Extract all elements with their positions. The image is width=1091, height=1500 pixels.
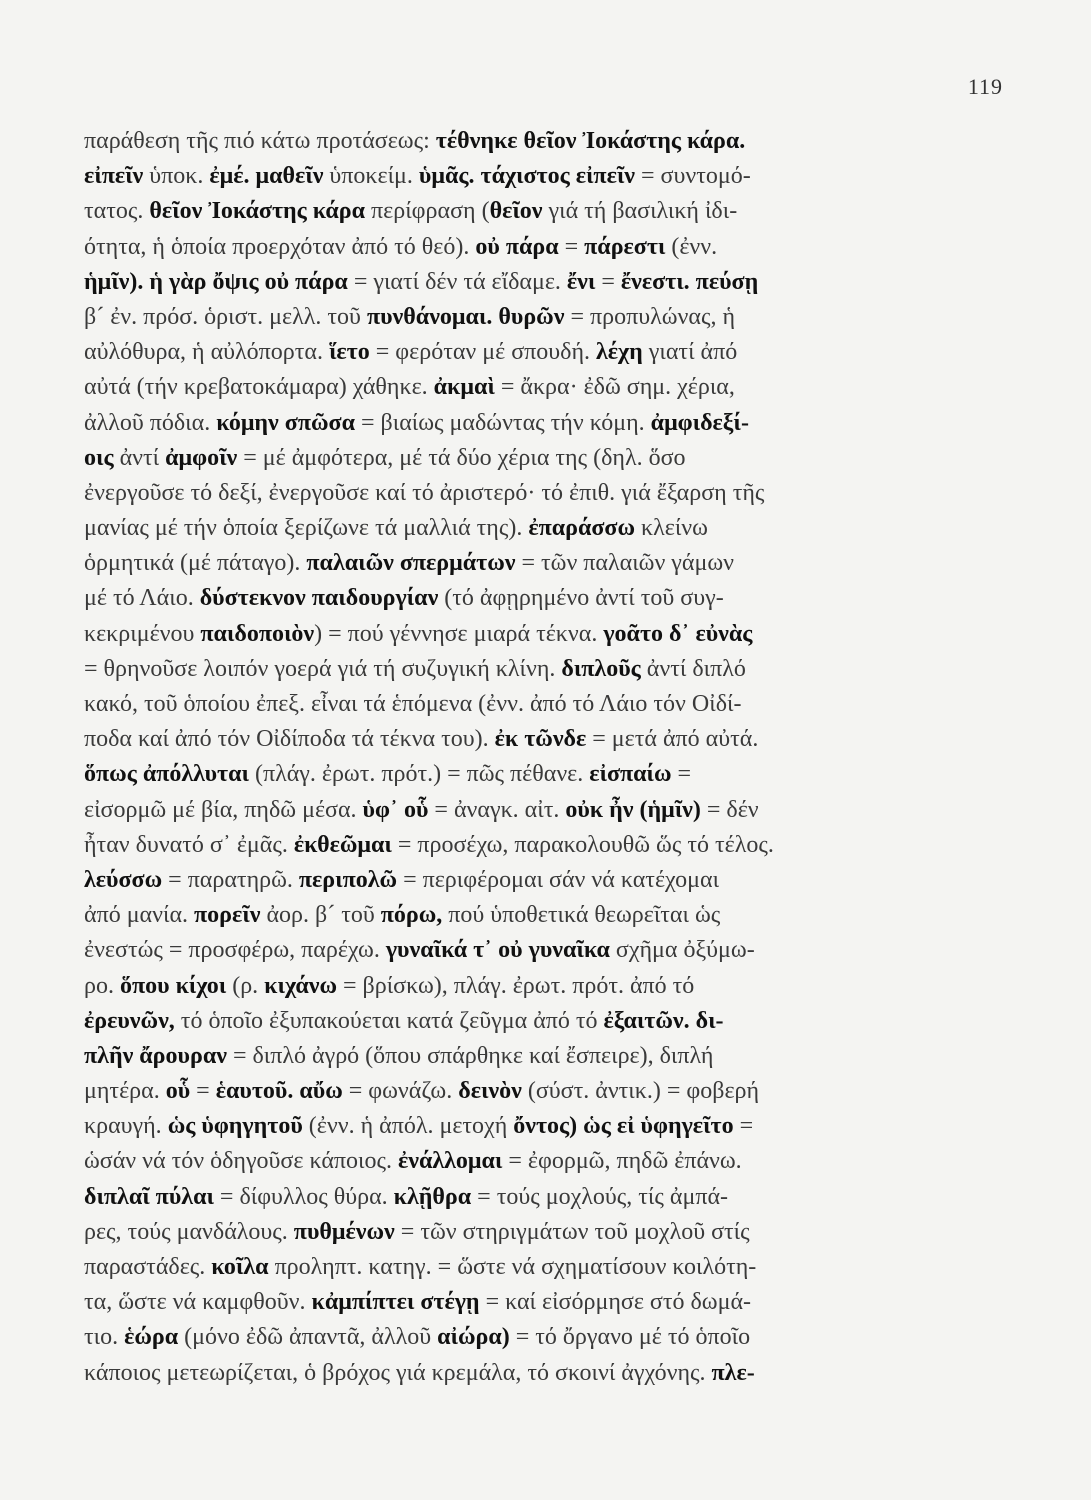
lemma-term: παιδοποιὸν: [200, 620, 315, 647]
gloss-text: μανίας μέ τήν ὁποία ξερίζωνε τά μαλλιά της).: [84, 515, 529, 542]
gloss-text: =: [558, 233, 585, 260]
gloss-text: ἀντί διπλό: [640, 655, 746, 682]
lemma-term: ἐκθεῶμαι: [293, 831, 392, 858]
gloss-text: = τούς μοχλούς, τίς ἀμπά-: [471, 1183, 729, 1210]
text-line: [84, 546, 1028, 581]
text-line: [84, 194, 1028, 229]
text-line: [84, 828, 1028, 863]
page-number: 119: [967, 74, 1003, 99]
lemma-term: περιπολῶ: [298, 866, 398, 893]
text-line: [84, 511, 1028, 546]
gloss-text: = παρατηρῶ.: [162, 866, 299, 893]
text-line: [84, 1004, 1028, 1039]
lemma-term: κόμην σπῶσα: [216, 409, 355, 436]
text-line: [84, 1250, 1028, 1285]
gloss-text: (πλάγ. ἐρωτ. πρότ.) = πῶς πέθανε.: [248, 761, 590, 788]
lemma-term: κλῇθρα: [393, 1183, 472, 1210]
lemma-term: ἑαυτοῦ. αὔω: [215, 1078, 343, 1105]
text-line: [84, 1285, 1028, 1320]
lemma-term: παλαιῶν σπερμάτων: [306, 550, 516, 577]
gloss-text: =: [733, 1113, 754, 1140]
gloss-text: β´ ἐν. πρόσ. ὁριστ. μελλ. τοῦ: [84, 303, 367, 330]
lemma-term: θεῖον: [489, 198, 543, 225]
gloss-text: = θρηνοῦσε λοιπόν γοερά γιά τή συζυγική κλίνη.: [84, 655, 562, 682]
lemma-term: λεύσσω: [84, 866, 163, 893]
lemma-term: ὡς ὑφηγητοῦ: [167, 1113, 303, 1140]
lemma-term: κοῖλα: [211, 1254, 269, 1280]
gloss-text: = γιατί δέν τά εἴδαμε.: [347, 268, 567, 295]
text-line: [84, 1109, 1028, 1144]
gloss-text: =: [595, 268, 621, 295]
gloss-text: (σύστ. ἀντικ.) = φοβερή: [521, 1078, 760, 1105]
gloss-text: πού ὑποθετικά θεωρεῖται ὡς: [442, 902, 721, 929]
gloss-text: αὐλόθυρα, ἡ αὐλόπορτα.: [84, 339, 329, 366]
text-line: [84, 969, 1028, 1004]
gloss-text: τατος.: [84, 198, 150, 225]
lemma-term: ὅπως ἀπόλλυται: [84, 761, 249, 788]
text-line: [84, 124, 1028, 159]
lemma-term: ἵετο: [328, 339, 370, 366]
gloss-text: προληπτ. κατηγ. = ὥστε νά σχηματίσουν κοιλότη-: [268, 1254, 757, 1280]
lemma-term: οὗ: [165, 1078, 191, 1105]
gloss-text: κακό, τοῦ ὁποίου ἐπεξ. εἶναι τά ἑπόμενα (ἐνν. ἀπό τό Λάιο τόν Οἰδί-: [84, 691, 742, 717]
gloss-text: (ρ.: [226, 972, 265, 999]
lemma-term: πυθμένων: [293, 1218, 395, 1245]
text-line: [84, 581, 1028, 616]
lemma-term: αἰώρα): [437, 1324, 510, 1351]
lemma-term: ἀμφιδεξί-: [650, 409, 749, 436]
lemma-term: κιχάνω: [264, 972, 337, 999]
lemma-term: ἐκ τῶνδε: [494, 726, 587, 753]
gloss-text: = προσέχω, παρακολουθῶ ὥς τό τέλος.: [391, 831, 774, 858]
gloss-text: = ἐφορμῶ, πηδῶ ἐπάνω.: [502, 1148, 742, 1175]
text-line: [84, 722, 1028, 757]
lemma-term: διπλαῖ πύλαι: [84, 1183, 214, 1210]
lemma-term: ἀμφοῖν: [165, 444, 238, 471]
gloss-text: = ἀναγκ. αἰτ.: [428, 796, 566, 823]
gloss-text: κλείνω: [635, 515, 708, 542]
body-text: [84, 124, 1028, 1464]
lemma-term: εἰσπαίω: [589, 761, 672, 788]
lemma-term: ὑμᾶς. τάχιστος εἰπεῖν: [418, 163, 635, 190]
text-line: [84, 1320, 1028, 1355]
gloss-text: = συντομό-: [635, 163, 751, 190]
gloss-text: = τῶν στηριγμάτων τοῦ μοχλοῦ στίς: [394, 1218, 750, 1245]
gloss-text: ρο.: [84, 972, 120, 999]
gloss-text: ὁρμητικά (μέ πάταγο).: [84, 550, 307, 577]
gloss-text: = καί εἰσόρμησε στό δωμά-: [479, 1289, 752, 1316]
lemma-term: γυναῖκά τ᾽ οὐ γυναῖκα: [385, 937, 610, 964]
lemma-term: ἑώρα: [124, 1324, 179, 1351]
gloss-text: ότητα, ἡ ὁποία προερχόταν ἀπό τό θεό).: [84, 233, 476, 260]
gloss-text: ἐνεστώς = προσφέρω, παρέχω.: [84, 937, 386, 964]
text-line: [84, 863, 1028, 898]
gloss-text: ἐνεργοῦσε τό δεξί, ἐνεργοῦσε καί τό ἀριστερό· τό ἐπιθ. γιά ἔξαρση τῆς: [84, 479, 765, 506]
gloss-text: κεκριμένου: [84, 620, 201, 647]
gloss-text: τιο.: [84, 1324, 125, 1351]
lemma-term: διπλοῦς: [561, 655, 641, 682]
gloss-text: ἀορ. β´ τοῦ: [260, 902, 381, 929]
gloss-text: ρες, τούς μανδάλους.: [84, 1218, 294, 1245]
gloss-text: αὐτά (τήν κρεβατοκάμαρα) χάθηκε.: [84, 374, 434, 401]
lemma-term: ὄντος) ὡς εἰ ὑφηγεῖτο: [513, 1113, 734, 1140]
lemma-term: θεῖον Ἰοκάστης κάρα: [149, 198, 366, 225]
gloss-text: = δίφυλλος θύρα.: [213, 1183, 394, 1210]
gloss-text: = περιφέρομαι σάν νά κατέχομαι: [397, 866, 720, 893]
gloss-text: παραστάδες.: [84, 1254, 212, 1280]
lemma-term: εἰπεῖν: [84, 163, 144, 190]
text-line: [84, 898, 1028, 933]
gloss-text: = βιαίως μαδώντας τήν κόμη.: [354, 409, 651, 436]
gloss-text: =: [190, 1078, 216, 1105]
text-line: [84, 652, 1028, 687]
gloss-text: = μετά ἀπό αὐτά.: [586, 726, 759, 753]
lemma-term: ὅπου κίχοι: [119, 972, 227, 999]
lemma-term: πορεῖν: [194, 902, 261, 929]
gloss-text: παράθεση τῆς πιό κάτω προτάσεως:: [84, 128, 436, 154]
lemma-term: πυνθάνομαι. θυρῶν: [366, 303, 565, 330]
text-line: [84, 406, 1028, 441]
lemma-term: δύστεκνον παιδουργίαν: [199, 585, 439, 612]
gloss-text: ἦταν δυνατό σ᾽ ἐμᾶς.: [84, 831, 294, 858]
gloss-text: = προπυλώνας, ἡ: [564, 303, 735, 330]
gloss-text: = δέν: [700, 796, 759, 823]
gloss-text: (μόνο ἐδῶ ἀπαντᾶ, ἀλλοῦ: [178, 1324, 438, 1351]
gloss-text: περίφραση (: [365, 198, 490, 225]
text-line: [84, 335, 1028, 370]
lemma-term: δεινὸν: [458, 1078, 522, 1105]
text-line: [84, 933, 1028, 968]
text-line: [84, 441, 1028, 476]
gloss-text: ἀλλοῦ πόδια.: [84, 409, 217, 436]
gloss-text: = φωνάζω.: [342, 1078, 459, 1105]
lemma-term: ἔνι: [566, 268, 596, 295]
text-line: [84, 476, 1028, 511]
text-line: [84, 1144, 1028, 1179]
lemma-term: γοᾶτο δ᾽ εὐνὰς: [603, 620, 753, 647]
text-line: [84, 1215, 1028, 1250]
gloss-text: μητέρα.: [84, 1078, 166, 1105]
lemma-term: ἔνεστι. πεύσῃ: [620, 268, 759, 295]
gloss-text: τό ὁποῖο ἐξυπακούεται κατά ζεῦγμα ἀπό τό: [174, 1007, 604, 1034]
gloss-text: τα, ὥστε νά καμφθοῦν.: [84, 1289, 312, 1316]
gloss-text: σχῆμα ὀξύμω-: [609, 937, 755, 964]
lemma-term: ὑφ᾽ οὗ: [362, 796, 429, 823]
lemma-term: πλε-: [711, 1359, 755, 1386]
lemma-term: τέθνηκε θεῖον Ἰοκάστης κάρα.: [435, 128, 746, 154]
lemma-term: κἀμπίπτει στέγῃ: [311, 1289, 480, 1316]
gloss-text: ὑποκείμ.: [323, 163, 419, 190]
gloss-text: = τό ὄργανο μέ τό ὁποῖο: [509, 1324, 751, 1351]
lemma-term: πάρεστι: [584, 233, 666, 260]
gloss-text: =: [671, 761, 692, 788]
gloss-text: γιατί ἀπό: [642, 339, 738, 366]
gloss-text: = μέ ἀμφότερα, μέ τά δύο χέρια της (δηλ. ὅσο: [237, 444, 686, 471]
lemma-term: ἐνάλλομαι: [397, 1148, 503, 1175]
lemma-term: οὐ πάρα: [475, 233, 559, 260]
text-line: [84, 265, 1028, 300]
text-line: [84, 757, 1028, 792]
gloss-text: (ἐνν. ἡ ἀπόλ. μετοχή: [302, 1113, 514, 1140]
lemma-term: πλῆν ἄρουραν: [84, 1042, 227, 1069]
text-line: [84, 1074, 1028, 1109]
lemma-term: ἐμέ. μαθεῖν: [209, 163, 324, 190]
gloss-text: ποδα καί ἀπό τόν Οἰδίποδα τά τέκνα του).: [84, 726, 495, 753]
text-line: [84, 617, 1028, 652]
lemma-term: οὐκ ἦν (ἡμῖν): [565, 796, 701, 823]
lemma-term: οις: [84, 444, 114, 471]
lemma-term: ἡμῖν). ἡ γὰρ ὄψις οὐ πάρα: [84, 268, 348, 295]
gloss-text: εἰσορμῶ μέ βία, πηδῶ μέσα.: [84, 796, 363, 823]
text-line: [84, 1039, 1028, 1074]
gloss-text: ὑποκ.: [143, 163, 210, 190]
gloss-text: μέ τό Λάιο.: [84, 585, 200, 612]
gloss-text: γιά τή βασιλική ἰδι-: [542, 198, 738, 225]
gloss-text: ὡσάν νά τόν ὁδηγοῦσε κάποιος.: [84, 1148, 398, 1175]
text-line: [84, 1356, 1028, 1391]
gloss-text: = φερόταν μέ σπουδή.: [369, 339, 597, 366]
gloss-text: κραυγή.: [84, 1113, 168, 1140]
lemma-term: λέχη: [596, 339, 643, 366]
gloss-text: ἀπό μανία.: [84, 902, 195, 929]
text-line: [84, 300, 1028, 335]
gloss-text: κάποιος μετεωρίζεται, ὁ βρόχος γιά κρεμάλα, τό σκοινί ἀγχόνης.: [84, 1359, 712, 1386]
text-line: [84, 687, 1028, 722]
lemma-term: ἀκμαὶ: [433, 374, 495, 401]
gloss-text: ἀντί: [113, 444, 166, 471]
text-line: [84, 1180, 1028, 1215]
gloss-text: ) = πού γέννησε μιαρά τέκνα.: [314, 620, 604, 647]
text-line: [84, 159, 1028, 194]
gloss-text: = διπλό ἀγρό (ὅπου σπάρθηκε καί ἔσπειρε), διπλή: [226, 1042, 714, 1069]
text-line: [84, 370, 1028, 405]
gloss-text: = τῶν παλαιῶν γάμων: [515, 550, 734, 577]
lemma-term: ἐξαιτῶν. δι-: [603, 1007, 724, 1034]
gloss-text: (τό ἀφῃρημένο ἀντί τοῦ συγ-: [438, 585, 724, 612]
gloss-text: = ἄκρα· ἐδῶ σημ. χέρια,: [494, 374, 735, 401]
text-line: [84, 230, 1028, 265]
lemma-term: πόρω,: [380, 902, 443, 929]
text-line: [84, 793, 1028, 828]
lemma-term: ἐπαράσσω: [528, 515, 636, 542]
gloss-text: (ἐνν.: [665, 233, 718, 260]
gloss-text: = βρίσκω), πλάγ. ἐρωτ. πρότ. ἀπό τό: [337, 972, 695, 999]
lemma-term: ἐρευνῶν,: [84, 1007, 175, 1034]
